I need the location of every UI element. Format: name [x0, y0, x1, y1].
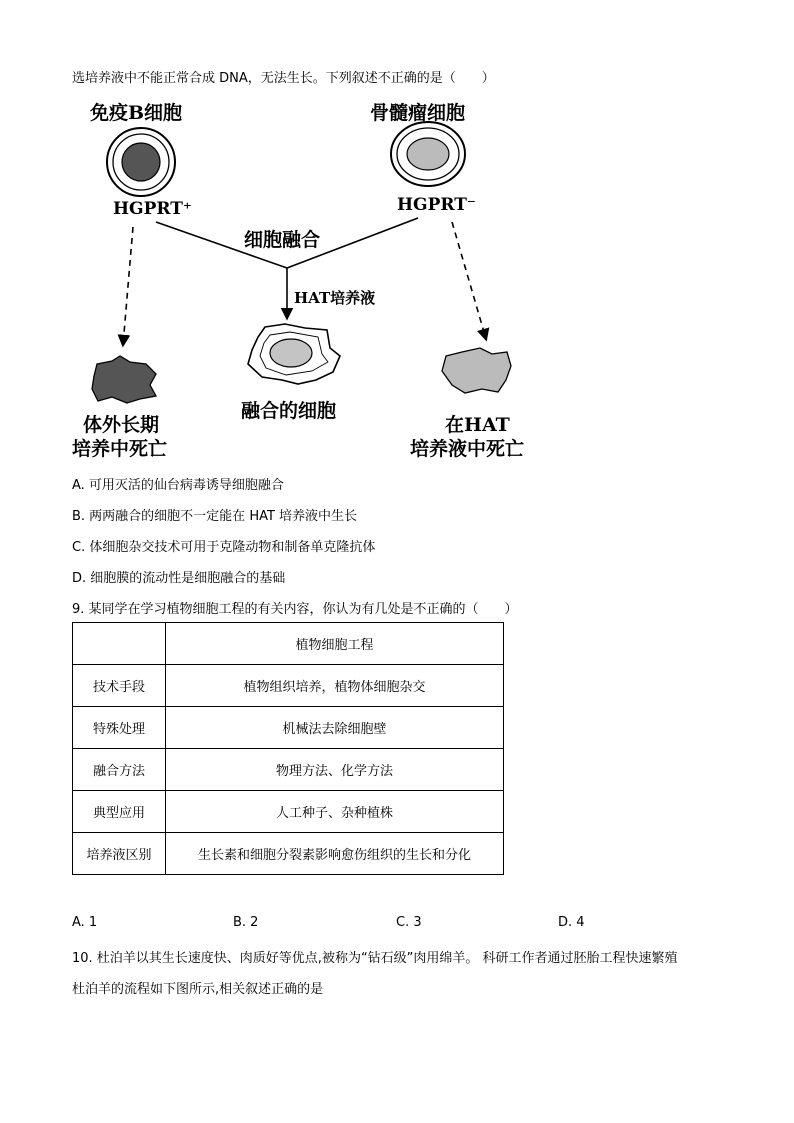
- b-cell-label: 免疫B细胞: [90, 102, 183, 124]
- q8-option-c: C. 体细胞杂交技术可用于克隆动物和制备单克隆抗体: [72, 540, 376, 555]
- table-row: [73, 665, 504, 707]
- table-cell: 培养液区别: [73, 833, 166, 875]
- table-cell: 机械法去除细胞壁: [166, 707, 504, 749]
- right-gene-label: HGPRT⁻: [397, 195, 476, 215]
- question-9-stem: 9. 某同学在学习植物细胞工程的有关内容，你认为有几处是不正确的（ ）: [72, 602, 518, 617]
- q9-answer-d: D. 4: [558, 915, 585, 930]
- table-row: [73, 749, 504, 791]
- question-10-line1: 10. 杜泊羊以其生长速度快、肉质好等优点,被称为“钻石级”肉用绵羊。 科研工作者通过胚胎工程快速繁殖: [72, 951, 678, 966]
- table-row: [73, 707, 504, 749]
- hat-medium-label: HAT培养液: [294, 289, 376, 307]
- table-cell: 技术手段: [73, 665, 166, 707]
- question-8-intro: 选培养液中不能正常合成 DNA，无法生长。下列叙述不正确的是（ ）: [72, 71, 495, 86]
- table-cell: 生长素和细胞分裂素影响愈伤组织的生长和分化: [166, 833, 504, 875]
- table-cell: 特殊处理: [73, 707, 166, 749]
- b-cell-nucleus: [122, 143, 160, 181]
- table-row: [73, 833, 504, 875]
- question-10-line2: 杜泊羊的流程如下图所示,相关叙述正确的是: [72, 982, 324, 997]
- right-result-line1: 在HAT: [445, 414, 510, 436]
- table-cell: [73, 623, 166, 665]
- q8-option-d: D. 细胞膜的流动性是细胞融合的基础: [72, 571, 286, 586]
- left-gene-label: HGPRT⁺: [113, 199, 192, 219]
- table-cell: 物理方法、化学方法: [166, 749, 504, 791]
- left-dashed-arrow: [123, 227, 133, 345]
- right-result-line2: 培养液中死亡: [410, 438, 525, 460]
- left-result-line1: 体外长期: [83, 414, 160, 436]
- left-result-line2: 培养中死亡: [72, 438, 168, 460]
- right-dashed-arrow: [452, 222, 486, 339]
- b-cell: [107, 128, 175, 196]
- myeloma-cell-label: 骨髓瘤细胞: [370, 102, 466, 124]
- q9-answer-c: C. 3: [396, 915, 422, 930]
- fusion-label: 细胞融合: [244, 229, 321, 251]
- q9-answer-b: B. 2: [233, 915, 259, 930]
- plant-cell-engineering-table: [72, 622, 504, 875]
- fused-nucleus: [270, 339, 312, 367]
- q8-option-a: A. 可用灭活的仙台病毒诱导细胞融合: [72, 478, 284, 493]
- fused-cell: [248, 324, 340, 384]
- q9-answer-a: A. 1: [72, 915, 98, 930]
- dead-b-cell: [92, 356, 156, 403]
- table-cell: 植物组织培养，植物体细胞杂交: [166, 665, 504, 707]
- table-header-cell: 植物细胞工程: [166, 623, 504, 665]
- myeloma-cell: [391, 122, 465, 186]
- table-cell: 融合方法: [73, 749, 166, 791]
- table-row: [73, 623, 504, 665]
- table-row: [73, 791, 504, 833]
- cell-fusion-diagram: [0, 0, 794, 470]
- diagram-drawing: [0, 0, 794, 470]
- dead-myeloma-cell: [442, 348, 511, 393]
- center-result-label: 融合的细胞: [241, 400, 337, 422]
- table-cell: 人工种子、杂种植株: [166, 791, 504, 833]
- table-cell: 典型应用: [73, 791, 166, 833]
- q8-option-b: B. 两两融合的细胞不一定能在 HAT 培养液中生长: [72, 509, 358, 524]
- myeloma-nucleus: [407, 138, 449, 170]
